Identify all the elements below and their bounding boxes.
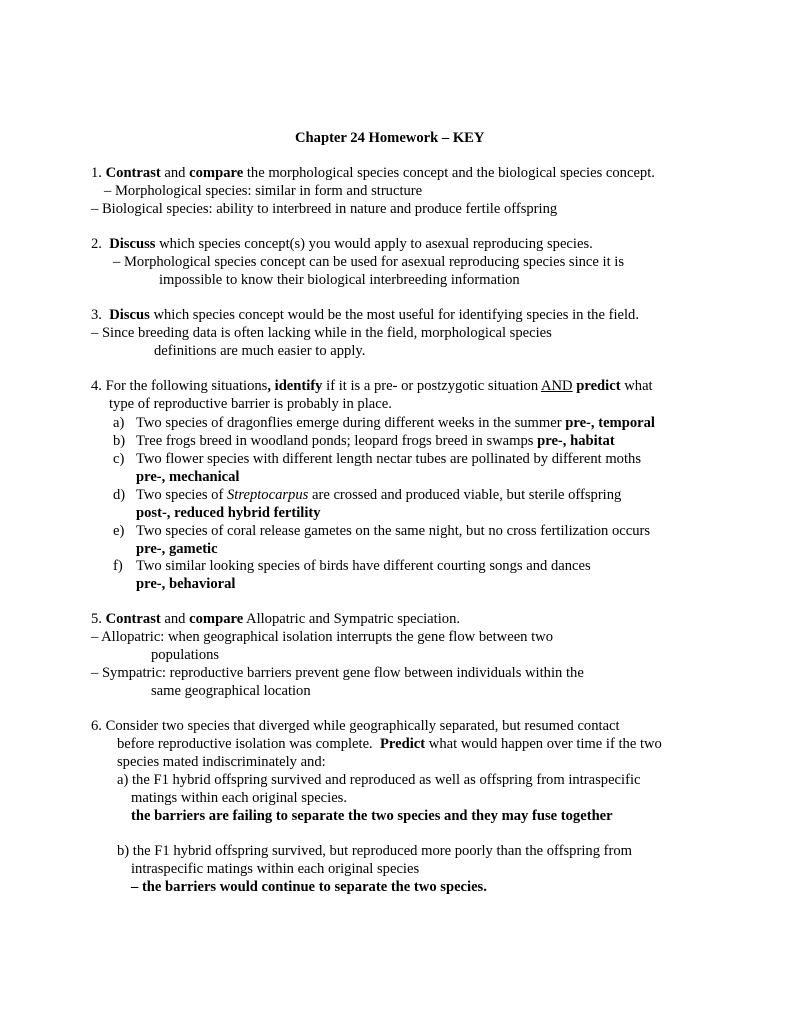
q6-line-2 [117,735,662,753]
q6-part-a-answer-text: the barriers are failing to separate the two species and they may fuse together [131,808,613,824]
q4-item-a-answer: pre-, temporal [565,415,655,431]
question-2 [91,235,593,253]
q4-keyword-predict: predict [576,378,621,394]
q1-answer-2: – Biological species: ability to interbreed in nature and produce fertile offspring [91,201,558,217]
q4-item-e-text: Two species of coral release gametes on the same night, but no cross fertilization occurs [136,523,651,539]
q2-keyword-discuss: Discuss [109,236,156,252]
q4-item-f-label: f) [113,558,123,574]
q5-answer-3: – Sympatric: reproductive barriers prevent gene flow between individuals within the [91,665,584,681]
q4-item-e-answer [136,540,218,558]
q2-number: 2. [91,236,102,252]
q4-item-f-answer-text: pre-, behavioral [136,576,236,592]
q4-item-f-text: Two similar looking species of birds have different courting songs and dances [136,558,591,574]
q5-answer-2: populations [151,647,220,663]
q2-answer-2: impossible to know their biological interbreeding information [159,272,520,288]
q3-text: which species concept would be the most useful for identifying species in the field. [153,307,639,323]
q4-keyword-and: AND [540,378,573,394]
q4-item-b-text: Tree frogs breed in woodland ponds; leopard frogs breed in swamps [136,433,534,449]
q4-item-d [136,486,621,504]
q4-item-b-answer: pre-, habitat [537,433,615,449]
q6-part-b-line-2: intraspecific matings within each original species [131,861,420,877]
question-4 [91,377,653,395]
q4-item-b [136,432,615,450]
question-6: 6. Consider two species that diverged while geographically separated, but resumed contact [91,718,620,734]
q4-item-e-answer-text: pre-, gametic [136,541,218,557]
q1-keyword-compare: compare [189,165,244,181]
q1-keyword-contrast: Contrast [105,165,161,181]
q4-item-d-text-1: Two species of [136,487,224,503]
q6-keyword-predict: Predict [380,736,426,752]
q6-part-b-answer-text: – the barriers would continue to separate the two species. [131,879,487,895]
question-3 [91,306,639,324]
q4-item-a-text: Two species of dragonflies emerge during different weeks in the summer [136,415,562,431]
q1-answer-1: – Morphological species: similar in form and structure [104,183,423,199]
q5-keyword-compare: compare [189,611,244,627]
q1-number: 1. [91,165,102,181]
q4-item-f-answer [136,575,235,593]
q1-text: the morphological species concept and the biological species concept. [246,165,655,181]
q4-item-c-label: c) [113,451,125,467]
q4-item-a-label: a) [113,415,125,431]
q6-text-2b: what would happen over time if the two [428,736,662,752]
q4-item-a [136,414,655,432]
q5-number: 5. [91,611,102,627]
q4-item-d-text-2: are crossed and produced viable, but sterile offspring [311,487,622,503]
q6-line-3: species mated indiscriminately and: [117,754,326,770]
q6-part-b-line-1: b) the F1 hybrid offspring survived, but reproduced more poorly than the offspring from [117,843,633,859]
q4-text-1: 4. For the following situations [91,378,268,394]
q4-text-3: what [624,378,653,394]
q5-answer-4: same geographical location [151,683,311,699]
q6-part-a-answer [131,807,613,825]
q4-keyword-identify: , identify [267,378,323,394]
q4-text-2: if it is a pre- or postzygotic situation [326,378,539,394]
q5-answer-1: – Allopatric: when geographical isolation interrupts the gene flow between two [91,629,554,645]
q3-answer-2: definitions are much easier to apply. [154,343,366,359]
q5-text: Allopatric and Sympatric speciation. [246,611,461,627]
q2-answer-1: – Morphological species concept can be used for asexual reproducing species since it is [113,254,625,270]
question-1 [91,164,655,182]
q6-part-a-line-1: a) the F1 hybrid offspring survived and reproduced as well as offspring from intraspecific [117,772,641,788]
page-title: Chapter 24 Homework – KEY [295,130,485,146]
q4-item-d-answer [136,504,321,522]
q4-item-c-answer-text: pre-, mechanical [136,469,240,485]
q4-item-d-label: d) [113,487,126,503]
q3-keyword-discus: Discus [109,307,150,323]
q4-item-e-label: e) [113,523,125,539]
q3-answer-1: – Since breeding data is often lacking while in the field, morphological species [91,325,552,341]
q4-item-c-text: Two flower species with different length nectar tubes are pollinated by different moths [136,451,642,467]
q6-part-b-answer [131,878,487,896]
q6-part-a-line-2: matings within each original species. [131,790,348,806]
q6-text-2a: before reproductive isolation was complete. [117,736,373,752]
q3-number: 3. [91,307,102,323]
q5-keyword-contrast: Contrast [105,611,161,627]
question-5 [91,610,460,628]
q1-and: and [164,165,186,181]
q4-item-c-answer [136,468,240,486]
q4-line-2: type of reproductive barrier is probably in place. [109,396,392,412]
q2-text: which species concept(s) you would apply to asexual reproducing species. [159,236,593,252]
q4-item-d-genus: Streptocarpus [226,487,309,503]
q4-item-d-answer-text: post-, reduced hybrid fertility [136,505,321,521]
q5-and: and [164,611,186,627]
q4-item-b-label: b) [113,433,126,449]
